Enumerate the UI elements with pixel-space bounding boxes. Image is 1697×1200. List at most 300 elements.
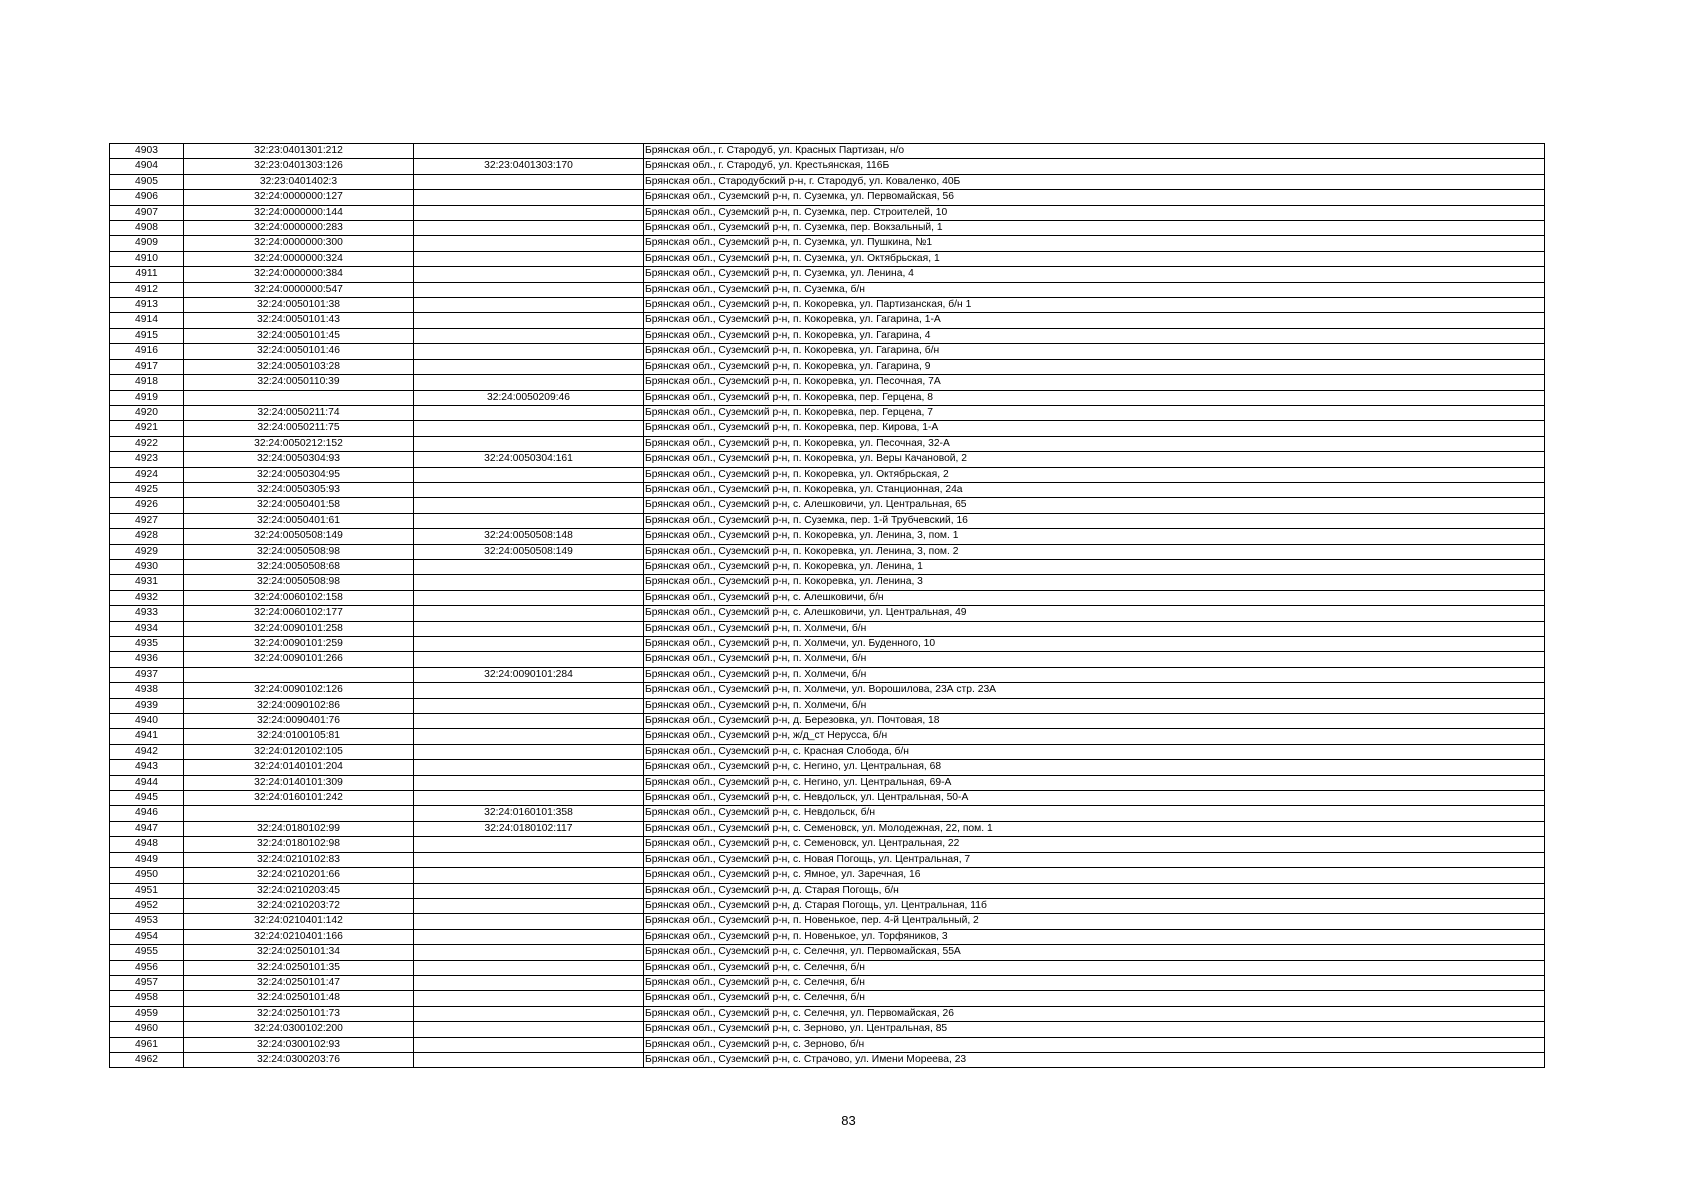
cadastral-number-cell: 32:23:0401303:126 [184, 159, 414, 174]
table-row [110, 421, 1545, 436]
row-number-cell: 4955 [110, 945, 184, 960]
row-number-cell: 4922 [110, 436, 184, 451]
cadastral-number-cell: 32:24:0000000:384 [184, 267, 414, 282]
cadastral-number-cell: 32:24:0090102:86 [184, 698, 414, 713]
related-cadastral-number-cell [414, 898, 644, 913]
related-cadastral-number-cell [414, 945, 644, 960]
row-number-cell: 4959 [110, 1006, 184, 1021]
table-row [110, 344, 1545, 359]
address-cell: Брянская обл., Суземский р-н, д. Старая Погощь, б/н [644, 883, 1545, 898]
related-cadastral-number-cell [414, 267, 644, 282]
table-row [110, 621, 1545, 636]
address-cell: Брянская обл., Суземский р-н, п. Кокоревка, пер. Кирова, 1-А [644, 421, 1545, 436]
table-row [110, 251, 1545, 266]
address-cell: Брянская обл., Суземский р-н, п. Холмечи, б/н [644, 621, 1545, 636]
related-cadastral-number-cell [414, 868, 644, 883]
related-cadastral-number-cell [414, 698, 644, 713]
related-cadastral-number-cell [414, 960, 644, 975]
related-cadastral-number-cell [414, 575, 644, 590]
address-cell: Брянская обл., Суземский р-н, с. Алешковичи, б/н [644, 590, 1545, 605]
table-row [110, 1052, 1545, 1067]
cadastral-number-cell: 32:24:0090102:126 [184, 683, 414, 698]
row-number-cell: 4926 [110, 498, 184, 513]
related-cadastral-number-cell [414, 729, 644, 744]
table-row [110, 652, 1545, 667]
row-number-cell: 4933 [110, 606, 184, 621]
table-row [110, 298, 1545, 313]
related-cadastral-number-cell [414, 559, 644, 574]
table-row [110, 529, 1545, 544]
row-number-cell: 4918 [110, 375, 184, 390]
address-cell: Брянская обл., Суземский р-н, п. Кокоревка, пер. Герцена, 7 [644, 405, 1545, 420]
row-number-cell: 4929 [110, 544, 184, 559]
table-row [110, 698, 1545, 713]
cadastral-number-cell: 32:24:0120102:105 [184, 744, 414, 759]
page-number: 83 [841, 1113, 856, 1128]
row-number-cell: 4908 [110, 221, 184, 236]
table-row [110, 760, 1545, 775]
related-cadastral-number-cell [414, 205, 644, 220]
address-cell: Брянская обл., Суземский р-н, с. Негино, ул. Центральная, 69-А [644, 775, 1545, 790]
table-row [110, 436, 1545, 451]
address-cell: Брянская обл., Суземский р-н, п. Кокоревка, ул. Ленина, 1 [644, 559, 1545, 574]
row-number-cell: 4923 [110, 452, 184, 467]
row-number-cell: 4914 [110, 313, 184, 328]
cadastral-number-cell: 32:24:0050401:61 [184, 513, 414, 528]
cadastral-number-cell: 32:24:0210401:142 [184, 914, 414, 929]
address-cell: Брянская обл., Суземский р-н, п. Кокоревка, ул. Ленина, 3, пом. 1 [644, 529, 1545, 544]
address-cell: Брянская обл., Суземский р-н, с. Страчово, ул. Имени Мореева, 23 [644, 1052, 1545, 1067]
row-number-cell: 4915 [110, 328, 184, 343]
related-cadastral-number-cell [414, 359, 644, 374]
address-cell: Брянская обл., г. Стародуб, ул. Красных Партизан, н/о [644, 144, 1545, 159]
table-row [110, 190, 1545, 205]
table-row [110, 1022, 1545, 1037]
address-cell: Брянская обл., Суземский р-н, п. Холмечи, б/н [644, 667, 1545, 682]
cadastral-number-cell: 32:24:0050211:74 [184, 405, 414, 420]
address-cell: Брянская обл., Суземский р-н, п. Кокоревка, ул. Гагарина, 4 [644, 328, 1545, 343]
address-cell: Брянская обл., Суземский р-н, п. Суземка, ул. Пушкина, №1 [644, 236, 1545, 251]
related-cadastral-number-cell [414, 251, 644, 266]
row-number-cell: 4944 [110, 775, 184, 790]
cadastral-number-cell: 32:24:0050103:28 [184, 359, 414, 374]
address-cell: Брянская обл., Суземский р-н, п. Суземка, ул. Ленина, 4 [644, 267, 1545, 282]
cadastral-number-cell: 32:23:0401402:3 [184, 174, 414, 189]
cadastral-number-cell: 32:24:0140101:204 [184, 760, 414, 775]
table-row [110, 144, 1545, 159]
related-cadastral-number-cell [414, 190, 644, 205]
table-row [110, 683, 1545, 698]
row-number-cell: 4952 [110, 898, 184, 913]
related-cadastral-number-cell [414, 637, 644, 652]
cadastral-number-cell: 32:24:0050508:98 [184, 575, 414, 590]
row-number-cell: 4947 [110, 821, 184, 836]
cadastral-number-cell: 32:24:0000000:300 [184, 236, 414, 251]
address-cell: Брянская обл., Суземский р-н, п. Кокоревка, ул. Песочная, 32-А [644, 436, 1545, 451]
cadastral-number-cell: 32:24:0180102:98 [184, 837, 414, 852]
address-cell: Брянская обл., Суземский р-н, п. Кокоревка, ул. Ленина, 3, пом. 2 [644, 544, 1545, 559]
address-cell: Брянская обл., Суземский р-н, д. Березовка, ул. Почтовая, 18 [644, 714, 1545, 729]
address-cell: Брянская обл., Суземский р-н, п. Кокоревка, пер. Герцена, 8 [644, 390, 1545, 405]
table-row [110, 467, 1545, 482]
cadastral-number-cell: 32:24:0250101:35 [184, 960, 414, 975]
table-row [110, 405, 1545, 420]
table-row [110, 205, 1545, 220]
table-row [110, 1037, 1545, 1052]
address-cell: Брянская обл., Суземский р-н, п. Суземка, пер. Строителей, 10 [644, 205, 1545, 220]
address-cell: Брянская обл., Суземский р-н, с. Зерново, б/н [644, 1037, 1545, 1052]
row-number-cell: 4946 [110, 806, 184, 821]
address-cell: Брянская обл., Суземский р-н, п. Суземка, б/н [644, 282, 1545, 297]
row-number-cell: 4962 [110, 1052, 184, 1067]
table-row [110, 390, 1545, 405]
table-row [110, 159, 1545, 174]
table-body [110, 144, 1545, 1068]
address-cell: Брянская обл., Суземский р-н, с. Красная Слобода, б/н [644, 744, 1545, 759]
address-cell: Брянская обл., Суземский р-н, п. Суземка, пер. 1-й Трубчевский, 16 [644, 513, 1545, 528]
cadastral-number-cell: 32:24:0090101:258 [184, 621, 414, 636]
related-cadastral-number-cell [414, 929, 644, 944]
cadastral-number-cell: 32:24:0000000:127 [184, 190, 414, 205]
row-number-cell: 4942 [110, 744, 184, 759]
related-cadastral-number-cell [414, 236, 644, 251]
row-number-cell: 4953 [110, 914, 184, 929]
row-number-cell: 4907 [110, 205, 184, 220]
address-cell: Брянская обл., Суземский р-н, с. Невдольск, ул. Центральная, 50-А [644, 791, 1545, 806]
row-number-cell: 4927 [110, 513, 184, 528]
row-number-cell: 4913 [110, 298, 184, 313]
table-row [110, 313, 1545, 328]
related-cadastral-number-cell [414, 760, 644, 775]
table-row [110, 960, 1545, 975]
related-cadastral-number-cell: 32:24:0160101:358 [414, 806, 644, 821]
table-row [110, 559, 1545, 574]
cadastral-number-cell: 32:24:0050110:39 [184, 375, 414, 390]
cadastral-number-cell: 32:24:0000000:547 [184, 282, 414, 297]
row-number-cell: 4904 [110, 159, 184, 174]
row-number-cell: 4930 [110, 559, 184, 574]
table-row [110, 852, 1545, 867]
table-row [110, 282, 1545, 297]
address-cell: Брянская обл., Суземский р-н, п. Холмечи, ул. Ворошилова, 23А стр. 23А [644, 683, 1545, 698]
related-cadastral-number-cell: 32:24:0180102:117 [414, 821, 644, 836]
address-cell: Брянская обл., Стародубский р-н, г. Стародуб, ул. Коваленко, 40Б [644, 174, 1545, 189]
cadastral-number-cell: 32:24:0210201:66 [184, 868, 414, 883]
address-cell: Брянская обл., Суземский р-н, п. Новенькое, ул. Торфяников, 3 [644, 929, 1545, 944]
address-cell: Брянская обл., Суземский р-н, п. Кокоревка, ул. Октябрьская, 2 [644, 467, 1545, 482]
related-cadastral-number-cell [414, 482, 644, 497]
row-number-cell: 4925 [110, 482, 184, 497]
table-row [110, 221, 1545, 236]
address-cell: Брянская обл., г. Стародуб, ул. Крестьянская, 116Б [644, 159, 1545, 174]
row-number-cell: 4951 [110, 883, 184, 898]
related-cadastral-number-cell [414, 590, 644, 605]
address-cell: Брянская обл., Суземский р-н, с. Алешковичи, ул. Центральная, 49 [644, 606, 1545, 621]
row-number-cell: 4906 [110, 190, 184, 205]
cadastral-number-cell: 32:24:0100105:81 [184, 729, 414, 744]
cadastral-number-cell: 32:24:0050508:149 [184, 529, 414, 544]
row-number-cell: 4945 [110, 791, 184, 806]
related-cadastral-number-cell [414, 606, 644, 621]
cadastral-number-cell: 32:24:0250101:48 [184, 991, 414, 1006]
address-cell: Брянская обл., Суземский р-н, д. Старая Погощь, ул. Центральная, 11б [644, 898, 1545, 913]
related-cadastral-number-cell [414, 1022, 644, 1037]
related-cadastral-number-cell [414, 775, 644, 790]
table-row [110, 513, 1545, 528]
cadastral-number-cell [184, 667, 414, 682]
address-cell: Брянская обл., Суземский р-н, п. Кокоревка, ул. Гагарина, 1-А [644, 313, 1545, 328]
related-cadastral-number-cell [414, 221, 644, 236]
related-cadastral-number-cell [414, 498, 644, 513]
table-row [110, 914, 1545, 929]
cadastral-number-cell: 32:24:0050401:58 [184, 498, 414, 513]
table-row [110, 729, 1545, 744]
address-cell: Брянская обл., Суземский р-н, п. Кокоревка, ул. Гагарина, б/н [644, 344, 1545, 359]
cadastral-number-cell: 32:24:0050101:43 [184, 313, 414, 328]
related-cadastral-number-cell [414, 837, 644, 852]
related-cadastral-number-cell [414, 344, 644, 359]
cadastral-number-cell: 32:24:0050101:45 [184, 328, 414, 343]
related-cadastral-number-cell [414, 683, 644, 698]
address-cell: Брянская обл., Суземский р-н, с. Ямное, ул. Заречная, 16 [644, 868, 1545, 883]
row-number-cell: 4931 [110, 575, 184, 590]
address-cell: Брянская обл., Суземский р-н, п. Кокоревка, ул. Ленина, 3 [644, 575, 1545, 590]
cadastral-number-cell: 32:24:0140101:309 [184, 775, 414, 790]
address-cell: Брянская обл., Суземский р-н, с. Семеновск, ул. Молодежная, 22, пом. 1 [644, 821, 1545, 836]
related-cadastral-number-cell: 32:24:0050508:148 [414, 529, 644, 544]
related-cadastral-number-cell: 32:23:0401303:170 [414, 159, 644, 174]
related-cadastral-number-cell [414, 282, 644, 297]
related-cadastral-number-cell [414, 1006, 644, 1021]
table-row [110, 868, 1545, 883]
row-number-cell: 4912 [110, 282, 184, 297]
address-cell: Брянская обл., Суземский р-н, с. Селечня, б/н [644, 991, 1545, 1006]
table-row [110, 544, 1545, 559]
cadastral-number-cell: 32:24:0090101:259 [184, 637, 414, 652]
cadastral-number-cell: 32:24:0210203:45 [184, 883, 414, 898]
address-cell: Брянская обл., Суземский р-н, с. Семеновск, ул. Центральная, 22 [644, 837, 1545, 852]
row-number-cell: 4956 [110, 960, 184, 975]
address-cell: Брянская обл., Суземский р-н, с. Селечня, б/н [644, 975, 1545, 990]
address-cell: Брянская обл., Суземский р-н, п. Кокоревка, ул. Песочная, 7А [644, 375, 1545, 390]
row-number-cell: 4943 [110, 760, 184, 775]
cadastral-number-cell: 32:24:0050305:93 [184, 482, 414, 497]
cadastral-number-cell: 32:24:0250101:73 [184, 1006, 414, 1021]
table-row [110, 929, 1545, 944]
related-cadastral-number-cell [414, 852, 644, 867]
address-cell: Брянская обл., Суземский р-н, п. Холмечи, б/н [644, 652, 1545, 667]
table-row [110, 267, 1545, 282]
cadastral-number-cell: 32:24:0000000:144 [184, 205, 414, 220]
address-cell: Брянская обл., Суземский р-н, с. Селечня, б/н [644, 960, 1545, 975]
row-number-cell: 4905 [110, 174, 184, 189]
property-table [109, 143, 1545, 1068]
address-cell: Брянская обл., Суземский р-н, с. Негино, ул. Центральная, 68 [644, 760, 1545, 775]
row-number-cell: 4917 [110, 359, 184, 374]
address-cell: Брянская обл., Суземский р-н, п. Холмечи, ул. Буденного, 10 [644, 637, 1545, 652]
row-number-cell: 4957 [110, 975, 184, 990]
row-number-cell: 4911 [110, 267, 184, 282]
cadastral-number-cell: 32:24:0250101:47 [184, 975, 414, 990]
row-number-cell: 4935 [110, 637, 184, 652]
address-cell: Брянская обл., Суземский р-н, ж/д_ст Нерусса, б/н [644, 729, 1545, 744]
related-cadastral-number-cell [414, 313, 644, 328]
row-number-cell: 4934 [110, 621, 184, 636]
cadastral-number-cell: 32:24:0050508:68 [184, 559, 414, 574]
address-cell: Брянская обл., Суземский р-н, п. Новенькое, пер. 4-й Центральный, 2 [644, 914, 1545, 929]
table-row [110, 637, 1545, 652]
address-cell: Брянская обл., Суземский р-н, п. Суземка, ул. Первомайская, 56 [644, 190, 1545, 205]
cadastral-number-cell: 32:24:0090101:266 [184, 652, 414, 667]
cadastral-number-cell: 32:24:0300102:200 [184, 1022, 414, 1037]
address-cell: Брянская обл., Суземский р-н, с. Зерново, ул. Центральная, 85 [644, 1022, 1545, 1037]
cadastral-number-cell: 32:24:0060102:158 [184, 590, 414, 605]
related-cadastral-number-cell [414, 714, 644, 729]
address-cell: Брянская обл., Суземский р-н, п. Суземка, пер. Вокзальный, 1 [644, 221, 1545, 236]
address-cell: Брянская обл., Суземский р-н, с. Алешковичи, ул. Центральная, 65 [644, 498, 1545, 513]
related-cadastral-number-cell [414, 436, 644, 451]
related-cadastral-number-cell [414, 298, 644, 313]
row-number-cell: 4924 [110, 467, 184, 482]
related-cadastral-number-cell [414, 174, 644, 189]
related-cadastral-number-cell [414, 991, 644, 1006]
row-number-cell: 4936 [110, 652, 184, 667]
address-cell: Брянская обл., Суземский р-н, с. Селечня, ул. Первомайская, 26 [644, 1006, 1545, 1021]
address-cell: Брянская обл., Суземский р-н, с. Селечня, ул. Первомайская, 55А [644, 945, 1545, 960]
related-cadastral-number-cell [414, 975, 644, 990]
related-cadastral-number-cell [414, 328, 644, 343]
table-row [110, 328, 1545, 343]
related-cadastral-number-cell [414, 744, 644, 759]
cadastral-number-cell: 32:24:0300203:76 [184, 1052, 414, 1067]
table-row [110, 375, 1545, 390]
row-number-cell: 4909 [110, 236, 184, 251]
related-cadastral-number-cell [414, 1052, 644, 1067]
related-cadastral-number-cell [414, 467, 644, 482]
row-number-cell: 4954 [110, 929, 184, 944]
address-cell: Брянская обл., Суземский р-н, с. Новая Погощь, ул. Центральная, 7 [644, 852, 1545, 867]
cadastral-number-cell: 32:24:0050304:93 [184, 452, 414, 467]
related-cadastral-number-cell [414, 421, 644, 436]
table-row [110, 1006, 1545, 1021]
table-row [110, 498, 1545, 513]
table-row [110, 945, 1545, 960]
address-cell: Брянская обл., Суземский р-н, п. Холмечи, б/н [644, 698, 1545, 713]
address-cell: Брянская обл., Суземский р-н, п. Кокоревка, ул. Станционная, 24а [644, 482, 1545, 497]
table-row [110, 714, 1545, 729]
table-row [110, 791, 1545, 806]
table-row [110, 883, 1545, 898]
address-cell: Брянская обл., Суземский р-н, п. Суземка, ул. Октябрьская, 1 [644, 251, 1545, 266]
cadastral-number-cell: 32:24:0000000:283 [184, 221, 414, 236]
table-row [110, 744, 1545, 759]
related-cadastral-number-cell [414, 144, 644, 159]
cadastral-number-cell: 32:24:0180102:99 [184, 821, 414, 836]
related-cadastral-number-cell: 32:24:0050209:46 [414, 390, 644, 405]
row-number-cell: 4919 [110, 390, 184, 405]
cadastral-number-cell: 32:24:0160101:242 [184, 791, 414, 806]
related-cadastral-number-cell [414, 375, 644, 390]
table-row [110, 482, 1545, 497]
table-row [110, 821, 1545, 836]
cadastral-number-cell: 32:24:0250101:34 [184, 945, 414, 960]
related-cadastral-number-cell: 32:24:0050304:161 [414, 452, 644, 467]
related-cadastral-number-cell [414, 621, 644, 636]
cadastral-number-cell [184, 806, 414, 821]
table-row [110, 975, 1545, 990]
cadastral-number-cell: 32:24:0210401:166 [184, 929, 414, 944]
row-number-cell: 4949 [110, 852, 184, 867]
address-cell: Брянская обл., Суземский р-н, п. Кокоревка, ул. Партизанская, б/н 1 [644, 298, 1545, 313]
cadastral-number-cell: 32:24:0050101:38 [184, 298, 414, 313]
cadastral-number-cell: 32:24:0300102:93 [184, 1037, 414, 1052]
table-row [110, 452, 1545, 467]
related-cadastral-number-cell [414, 1037, 644, 1052]
table-row [110, 606, 1545, 621]
row-number-cell: 4961 [110, 1037, 184, 1052]
cadastral-number-cell: 32:24:0050212:152 [184, 436, 414, 451]
row-number-cell: 4910 [110, 251, 184, 266]
cadastral-number-cell: 32:24:0210203:72 [184, 898, 414, 913]
row-number-cell: 4932 [110, 590, 184, 605]
related-cadastral-number-cell [414, 914, 644, 929]
address-cell: Брянская обл., Суземский р-н, п. Кокоревка, ул. Гагарина, 9 [644, 359, 1545, 374]
table-row [110, 775, 1545, 790]
cadastral-number-cell: 32:24:0050508:98 [184, 544, 414, 559]
table-row [110, 991, 1545, 1006]
table-row [110, 898, 1545, 913]
cadastral-number-cell: 32:24:0090401:76 [184, 714, 414, 729]
related-cadastral-number-cell [414, 652, 644, 667]
related-cadastral-number-cell [414, 883, 644, 898]
row-number-cell: 4928 [110, 529, 184, 544]
related-cadastral-number-cell [414, 791, 644, 806]
cadastral-number-cell: 32:24:0000000:324 [184, 251, 414, 266]
row-number-cell: 4958 [110, 991, 184, 1006]
row-number-cell: 4937 [110, 667, 184, 682]
table-row [110, 575, 1545, 590]
related-cadastral-number-cell [414, 405, 644, 420]
related-cadastral-number-cell: 32:24:0090101:284 [414, 667, 644, 682]
cadastral-number-cell: 32:24:0050304:95 [184, 467, 414, 482]
table-row [110, 174, 1545, 189]
cadastral-number-cell: 32:23:0401301:212 [184, 144, 414, 159]
table-row [110, 590, 1545, 605]
table-row [110, 236, 1545, 251]
table-row [110, 837, 1545, 852]
row-number-cell: 4940 [110, 714, 184, 729]
related-cadastral-number-cell: 32:24:0050508:149 [414, 544, 644, 559]
row-number-cell: 4950 [110, 868, 184, 883]
row-number-cell: 4920 [110, 405, 184, 420]
cadastral-number-cell: 32:24:0060102:177 [184, 606, 414, 621]
cadastral-number-cell: 32:24:0050211:75 [184, 421, 414, 436]
cadastral-number-cell: 32:24:0050101:46 [184, 344, 414, 359]
row-number-cell: 4916 [110, 344, 184, 359]
table-row [110, 359, 1545, 374]
address-cell: Брянская обл., Суземский р-н, п. Кокоревка, ул. Веры Качановой, 2 [644, 452, 1545, 467]
row-number-cell: 4941 [110, 729, 184, 744]
row-number-cell: 4903 [110, 144, 184, 159]
table-row [110, 667, 1545, 682]
cadastral-number-cell: 32:24:0210102:83 [184, 852, 414, 867]
related-cadastral-number-cell [414, 513, 644, 528]
address-cell: Брянская обл., Суземский р-н, с. Невдольск, б/н [644, 806, 1545, 821]
row-number-cell: 4948 [110, 837, 184, 852]
row-number-cell: 4960 [110, 1022, 184, 1037]
table-row [110, 806, 1545, 821]
row-number-cell: 4921 [110, 421, 184, 436]
